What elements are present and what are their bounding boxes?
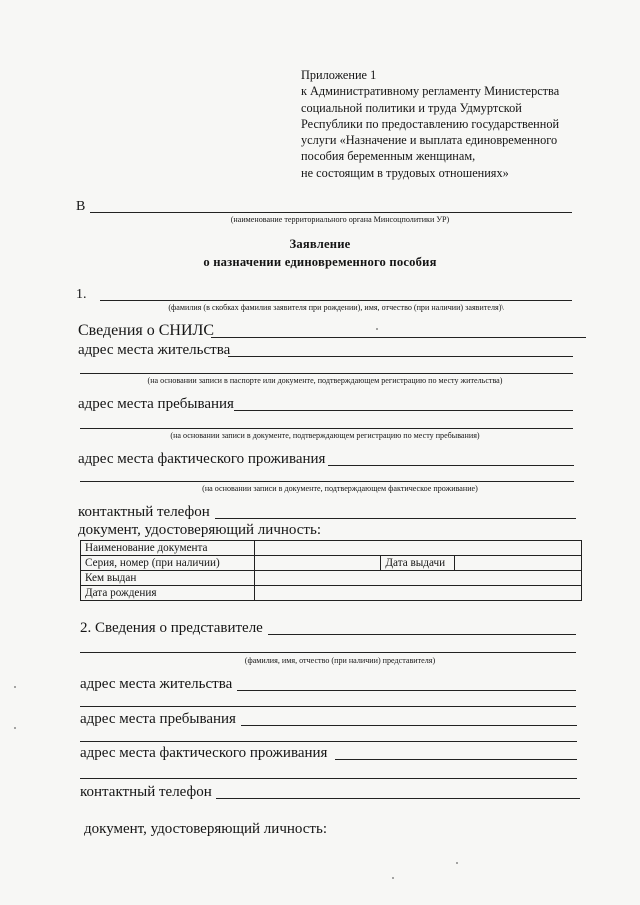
issue-date-cell[interactable] xyxy=(455,556,582,571)
representative-phone-line[interactable] xyxy=(216,798,580,799)
applicant-actual-address-label: адрес места фактического проживания xyxy=(78,451,326,467)
scan-speck xyxy=(14,727,16,729)
series-number-cell[interactable] xyxy=(254,556,381,571)
scan-speck xyxy=(392,877,394,879)
applicant-id-doc-label: документ, удостоверяющий личность: xyxy=(78,522,321,538)
addressee-line[interactable] xyxy=(90,212,572,213)
representative-residence-line[interactable] xyxy=(237,690,576,691)
representative-phone-label: контактный телефон xyxy=(80,784,212,800)
applicant-residence-line-2[interactable] xyxy=(80,373,573,374)
applicant-actual-address-line-2[interactable] xyxy=(80,481,574,482)
applicant-residence-label: адрес места жительства xyxy=(78,342,231,358)
scan-speck xyxy=(456,862,458,864)
issued-by-cell[interactable] xyxy=(254,571,581,586)
snils-label: Сведения о СНИЛС xyxy=(78,322,215,339)
applicant-section-number: 1. xyxy=(76,287,87,302)
doc-name-label: Наименование документа xyxy=(81,541,255,556)
table-row xyxy=(81,541,582,556)
scan-speck xyxy=(14,686,16,688)
representative-heading: 2. Сведения о представителе xyxy=(80,620,263,636)
representative-stay-label: адрес места пребывания xyxy=(80,711,236,727)
representative-heading-line[interactable] xyxy=(268,634,576,635)
table-row xyxy=(81,586,582,601)
birth-date-label: Дата рождения xyxy=(81,586,255,601)
applicant-name-caption: (фамилия (в скобках фамилия заявителя при рождении), имя, отчество (при наличии) заявителя)\ xyxy=(168,303,504,312)
applicant-actual-address-caption: (на основании записи в документе, подтверждающем фактическое проживание) xyxy=(202,484,478,493)
snils-line[interactable] xyxy=(211,337,586,338)
applicant-phone-line[interactable] xyxy=(215,518,576,519)
representative-actual-address-line-2[interactable] xyxy=(80,778,577,779)
appendix-header: Приложение 1 к Административному регламенту Министерства социальной политики и труда Удмуртской Республики по предоставлению государственной услуги «Назначение и выплата единовременного пособия беременным женщинам, не состоящим в трудовых отношениях» xyxy=(301,68,560,180)
id-document-table xyxy=(80,540,582,601)
addressee-prefix: В xyxy=(76,199,86,214)
issue-date-label: Дата выдачи xyxy=(381,556,455,571)
representative-id-doc-label: документ, удостоверяющий личность: xyxy=(84,821,327,837)
issued-by-label: Кем выдан xyxy=(81,571,255,586)
representative-name-caption: (фамилия, имя, отчество (при наличии) представителя) xyxy=(244,656,436,665)
table-row xyxy=(81,571,582,586)
representative-actual-address-label: адрес места фактического проживания xyxy=(80,745,328,761)
applicant-stay-label: адрес места пребывания xyxy=(78,396,234,412)
scan-speck xyxy=(376,328,378,330)
representative-stay-line-2[interactable] xyxy=(80,741,577,742)
form-title: Заявление xyxy=(289,237,351,251)
applicant-stay-line[interactable] xyxy=(234,410,573,411)
series-number-label: Серия, номер (при наличии) xyxy=(81,556,255,571)
applicant-actual-address-line[interactable] xyxy=(328,465,574,466)
representative-residence-label: адрес места жительства xyxy=(80,676,233,692)
representative-residence-line-2[interactable] xyxy=(80,706,576,707)
birth-date-cell[interactable] xyxy=(254,586,581,601)
applicant-residence-caption: (на основании записи в паспорте или документе, подтверждающем регистрацию по месту жительства) xyxy=(147,376,503,385)
applicant-residence-line[interactable] xyxy=(228,356,573,357)
applicant-name-line[interactable] xyxy=(100,300,572,301)
form-subtitle: о назначении единовременного пособия xyxy=(203,255,437,269)
representative-stay-line[interactable] xyxy=(241,725,577,726)
addressee-caption: (наименование территориального органа Минсоцполитики УР) xyxy=(230,215,450,224)
applicant-phone-label: контактный телефон xyxy=(78,504,210,520)
representative-name-line[interactable] xyxy=(80,652,576,653)
representative-actual-address-line[interactable] xyxy=(335,759,577,760)
applicant-stay-caption: (на основании записи в документе, подтверждающем регистрацию по месту пребывания) xyxy=(170,431,480,440)
applicant-stay-line-2[interactable] xyxy=(80,428,573,429)
doc-name-cell[interactable] xyxy=(254,541,581,556)
table-row xyxy=(81,556,582,571)
